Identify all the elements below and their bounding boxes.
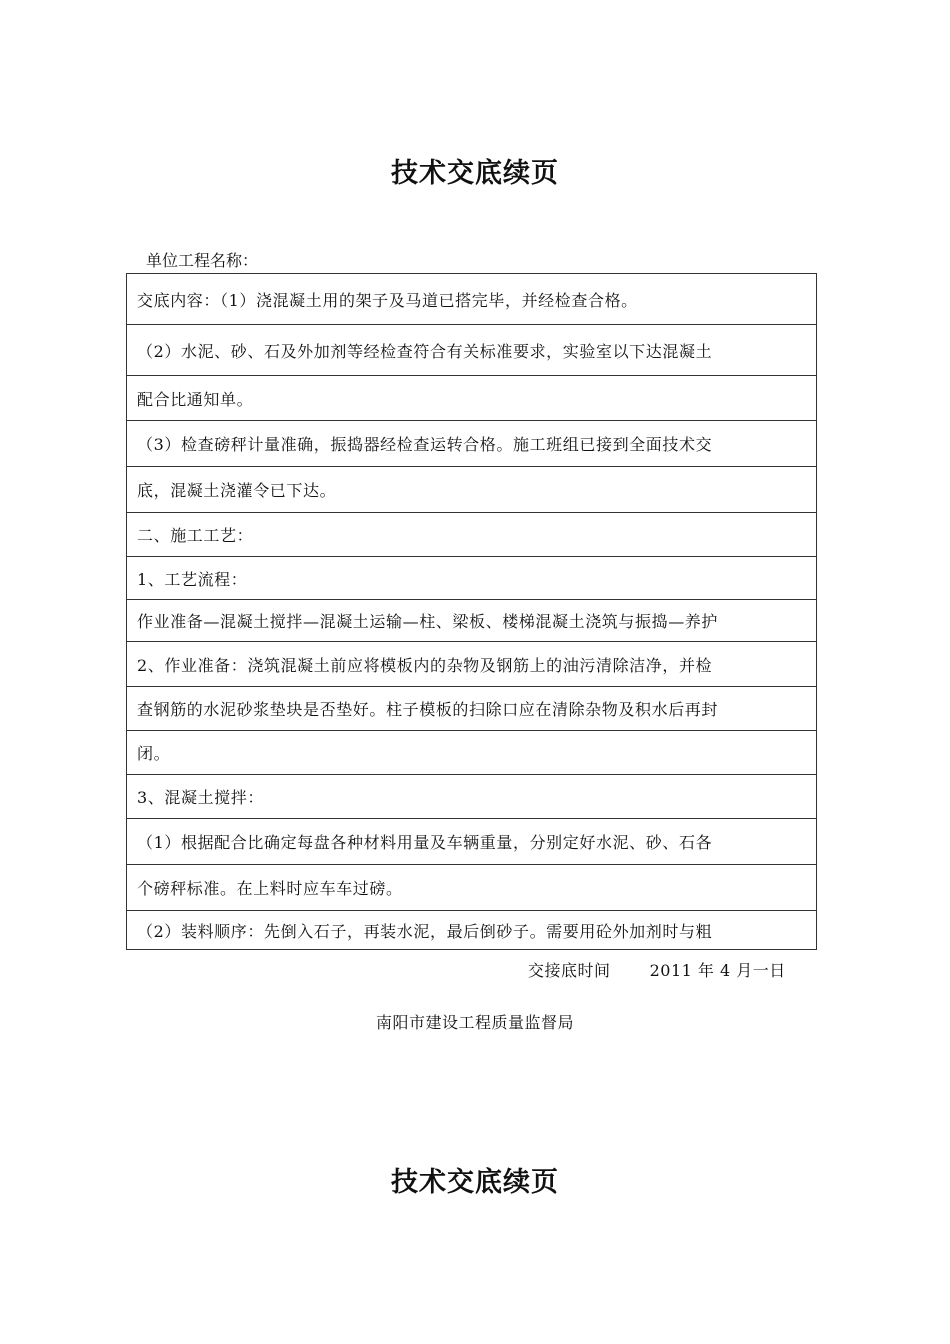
page-title: 技术交底续页 <box>391 158 559 189</box>
table-row: 3、混凝土搅拌： <box>127 774 816 818</box>
table-row: 二、施工工艺： <box>127 512 816 556</box>
table-row: 作业准备—混凝土搅拌—混凝土运输—柱、梁板、楼梯混凝土浇筑与振捣—养护 <box>127 599 816 641</box>
table-row: 查钢筋的水泥砂浆垫块是否垫好。柱子模板的扫除口应在清除杂物及积水后再封 <box>127 686 816 730</box>
handover-time: 交接底时间 2011 年 4 月一日 <box>528 961 786 980</box>
table-row: （3）检查磅秤计量准确，振捣器经检查运转合格。施工班组已接到全面技术交 <box>127 420 816 466</box>
table-row: 个磅秤标准。在上料时应车车过磅。 <box>127 864 816 910</box>
page-title-continued: 技术交底续页 <box>391 1167 559 1198</box>
table-row: 闭。 <box>127 730 816 774</box>
table-row: 2、作业准备：浇筑混凝土前应将模板内的杂物及钢筋上的油污清除洁净，并检 <box>127 641 816 686</box>
table-row: （2）水泥、砂、石及外加剂等经检查符合有关标准要求，实验室以下达混凝土 <box>127 324 816 375</box>
table-row: （1）根据配合比确定每盘各种材料用量及车辆重量，分别定好水泥、砂、石各 <box>127 818 816 864</box>
table-row: 交底内容：（1）浇混凝土用的架子及马道已搭完毕，并经检查合格。 <box>127 273 816 324</box>
disclosure-table <box>126 273 817 950</box>
issuing-organization: 南阳市建设工程质量监督局 <box>375 1013 574 1032</box>
unit-project-name-label: 单位工程名称： <box>146 251 259 270</box>
table-row: 底，混凝土浇灌令已下达。 <box>127 466 816 512</box>
table-row: （2）装料顺序：先倒入石子，再装水泥，最后倒砂子。需要用砼外加剂时与粗 <box>127 910 816 949</box>
table-row: 1、工艺流程： <box>127 556 816 599</box>
table-row: 配合比通知单。 <box>127 375 816 420</box>
